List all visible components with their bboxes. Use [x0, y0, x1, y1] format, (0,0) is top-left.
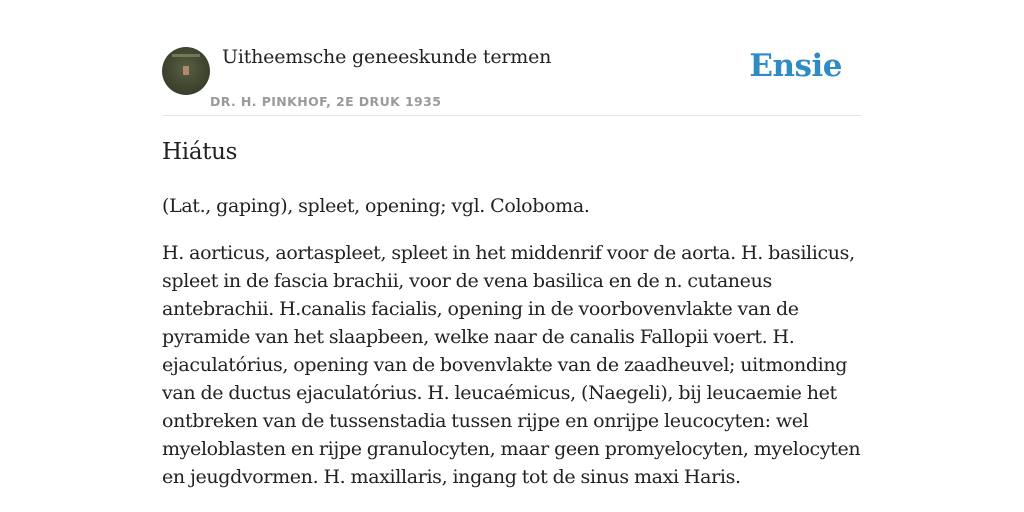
book-cover-label: [183, 66, 189, 75]
header-divider: [162, 115, 862, 116]
entry-body: H. aorticus, aortaspleet, spleet in het middenrif voor de aorta. H. basilicus, spleet in de fascia brachii, voor de vena basilica en de n. cutaneus antebrachii. H.canalis facialis, opening in de voorbovenvlakte van de pyramide van het slaapbeen, welke naar de canalis Fallopii voert. H. ejaculatórius, opening van de bovenvlakte van de zaadheuvel; uitmonding van de ductus ejaculatórius. H. leucaémicus, (Naegeli), bij leucaemie het ontbreken van de tussenstadia tussen rijpe en onrijpe leucocyten: wel myeloblasten en rijpe granulocyten, maar geen promyelocyten, myelocyten en jeugdvormen. H. maxillaris, ingang tot de sinus maxi Haris.: [162, 242, 861, 488]
entry-definition: (Lat., gaping), spleet, opening; vgl. Coloboma.: [162, 195, 590, 217]
entry-title: Hiátus: [162, 139, 238, 165]
ensie-logo-link[interactable]: Ensie: [749, 48, 842, 84]
book-cover-icon[interactable]: [162, 47, 210, 95]
book-cover-detail: [172, 54, 200, 57]
book-header: [162, 44, 862, 116]
book-title-link[interactable]: Uitheemsche geneeskunde termen: [222, 46, 552, 68]
book-author: DR. H. PINKHOF, 2E DRUK 1935: [210, 94, 442, 109]
